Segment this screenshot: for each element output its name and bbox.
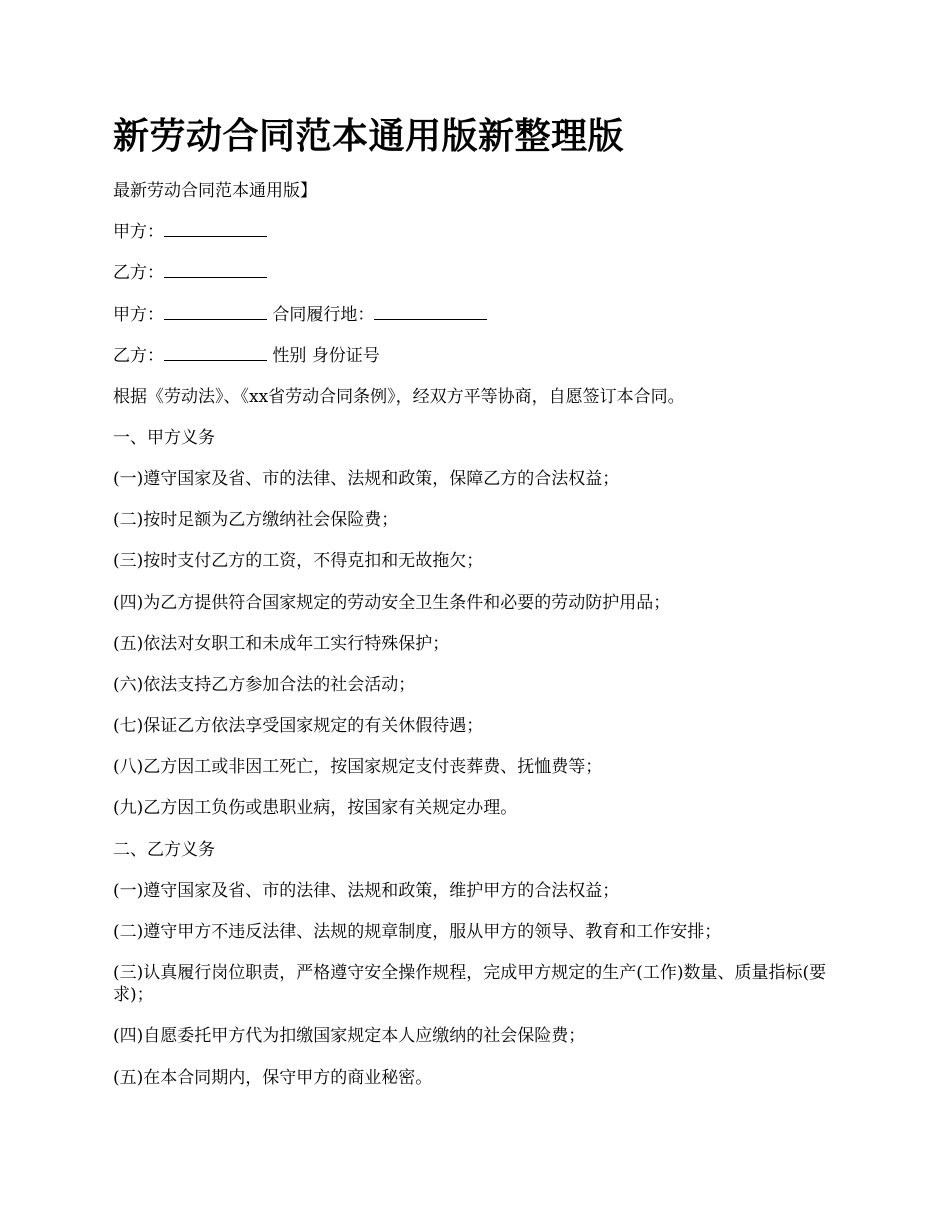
id-label: 身份证号 — [311, 346, 380, 366]
party-a-blank-2 — [164, 305, 267, 320]
party-a-place-line — [113, 303, 487, 327]
party-b-id-line — [113, 344, 380, 368]
gender-label: 性别 — [272, 346, 307, 366]
list-item: (三)按时支付乙方的工资，不得克扣和无故拖欠； — [113, 551, 484, 571]
document-subtitle: 最新劳动合同范本通用版】 — [113, 181, 317, 201]
list-item: (一)遵守国家及省、市的法律、法规和政策，维护甲方的合法权益； — [113, 881, 620, 901]
list-item: (二)按时足额为乙方缴纳社会保险费； — [113, 510, 399, 530]
list-item: (一)遵守国家及省、市的法律、法规和政策，保障乙方的合法权益； — [113, 469, 620, 489]
list-item: (八)乙方因工或非因工死亡，按国家规定支付丧葬费、抚恤费等； — [113, 757, 603, 777]
contract-place-blank — [374, 305, 487, 320]
party-b-blank — [164, 263, 267, 278]
section-one-heading: 一、甲方义务 — [113, 428, 215, 448]
party-a-label-2: 甲方： — [113, 305, 164, 325]
document-title: 新劳动合同范本通用版新整理版 — [113, 115, 625, 157]
list-item: (五)依法对女职工和未成年工实行特殊保护； — [113, 634, 450, 654]
list-item: (四)自愿委托甲方代为扣缴国家规定本人应缴纳的社会保险费； — [113, 1026, 586, 1046]
party-b-line — [113, 261, 267, 285]
party-b-blank-2 — [164, 346, 267, 361]
party-a-blank — [164, 222, 267, 237]
party-b-label-2: 乙方： — [113, 346, 164, 366]
list-item: (四)为乙方提供符合国家规定的劳动安全卫生条件和必要的劳动防护用品； — [113, 593, 671, 613]
contract-place-label: 合同履行地： — [272, 305, 375, 325]
section-two-heading: 二、乙方义务 — [113, 840, 215, 860]
party-a-label: 甲方： — [113, 222, 164, 242]
list-item: (六)依法支持乙方参加合法的社会活动； — [113, 675, 416, 695]
list-item: (五)在本合同期内，保守甲方的商业秘密。 — [113, 1068, 433, 1088]
list-item: (二)遵守甲方不违反法律、法规的规章制度，服从甲方的领导、教育和工作安排； — [113, 922, 722, 942]
intro-paragraph: 根据《劳动法》、《xx省劳动合同条例》，经双方平等协商，自愿签订本合同。 — [113, 387, 685, 407]
list-item: (七)保证乙方依法享受国家规定的有关休假待遇； — [113, 716, 484, 736]
list-item: (九)乙方因工负伤或患职业病，按国家有关规定办理。 — [113, 798, 518, 818]
party-a-line — [113, 220, 267, 244]
list-item: (三)认真履行岗位职责，严格遵守安全操作规程，完成甲方规定的生产(工作)数量、质量指标(要求)； — [113, 963, 827, 1005]
party-b-label: 乙方： — [113, 263, 164, 283]
